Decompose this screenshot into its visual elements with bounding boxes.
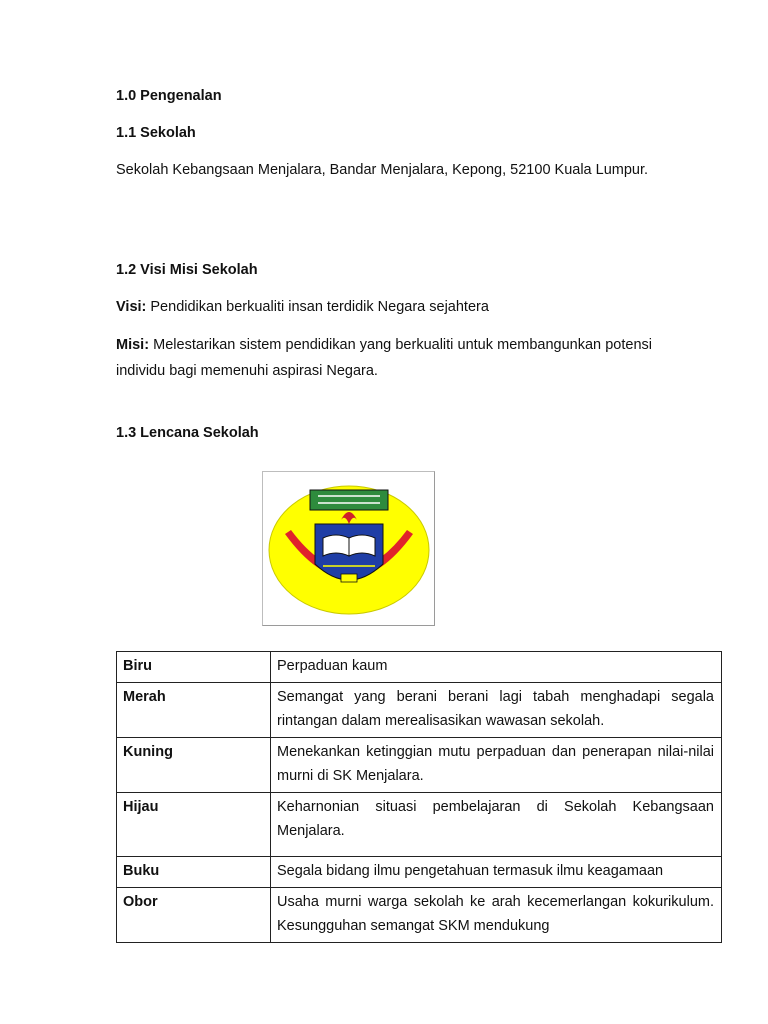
vision-text: Pendidikan berkualiti insan terdidik Negara sejahtera xyxy=(146,299,489,315)
table-row xyxy=(117,888,722,943)
table-row xyxy=(117,738,722,793)
table-row xyxy=(117,683,722,738)
table-row xyxy=(117,857,722,888)
table-cell-value: Segala bidang ilmu pengetahuan termasuk ilmu keagamaan xyxy=(271,857,722,888)
vision-paragraph xyxy=(116,294,652,320)
table-cell-key: Buku xyxy=(117,857,271,888)
school-badge-image xyxy=(263,472,434,625)
table-cell-value: Semangat yang berani berani lagi tabah menghadapi segala rintangan dalam merealisasikan wawasan sekolah. xyxy=(271,683,722,738)
section-heading-vision-mission: 1.2 Visi Misi Sekolah xyxy=(116,262,258,278)
table-cell-key: Obor xyxy=(117,888,271,943)
table-cell-value xyxy=(271,888,722,943)
table-row xyxy=(117,793,722,857)
table-cell-value: Keharnonian situasi pembelajaran di Sekolah Kebangsaan Menjalara. xyxy=(271,793,722,857)
mission-text: Melestarikan sistem pendidikan yang berkualiti untuk membangunkan potensi individu bagi memenuhi aspirasi Negara. xyxy=(116,337,652,379)
table-cell-key: Kuning xyxy=(117,738,271,793)
mission-label: Misi: xyxy=(116,337,150,353)
mission-paragraph xyxy=(116,332,652,384)
section-heading-badge: 1.3 Lencana Sekolah xyxy=(116,425,259,441)
section-heading-school: 1.1 Sekolah xyxy=(116,125,196,141)
table-row xyxy=(117,652,722,683)
table-cell-value: Menekankan ketinggian mutu perpaduan dan penerapan nilai-nilai murni di SK Menjalara. xyxy=(271,738,722,793)
badge-year-plate xyxy=(341,574,357,582)
table-cell-key: Hijau xyxy=(117,793,271,857)
table-cell-value-text: Usaha murni warga sekolah ke arah kecemerlangan kokurikulum. Kesungguhan semangat SKM mendukung xyxy=(277,894,714,934)
section-heading-intro: 1.0 Pengenalan xyxy=(116,88,222,104)
badge-meaning-table xyxy=(116,651,722,943)
badge-open-book xyxy=(323,535,375,556)
table-cell-value: Perpaduan kaum xyxy=(271,652,722,683)
table-cell-key: Biru xyxy=(117,652,271,683)
school-address: Sekolah Kebangsaan Menjalara, Bandar Menjalara, Kepong, 52100 Kuala Lumpur. xyxy=(116,162,649,178)
table-cell-key: Merah xyxy=(117,683,271,738)
vision-label: Visi: xyxy=(116,299,147,315)
school-badge-frame xyxy=(262,471,435,626)
badge-green-banner xyxy=(310,490,388,510)
